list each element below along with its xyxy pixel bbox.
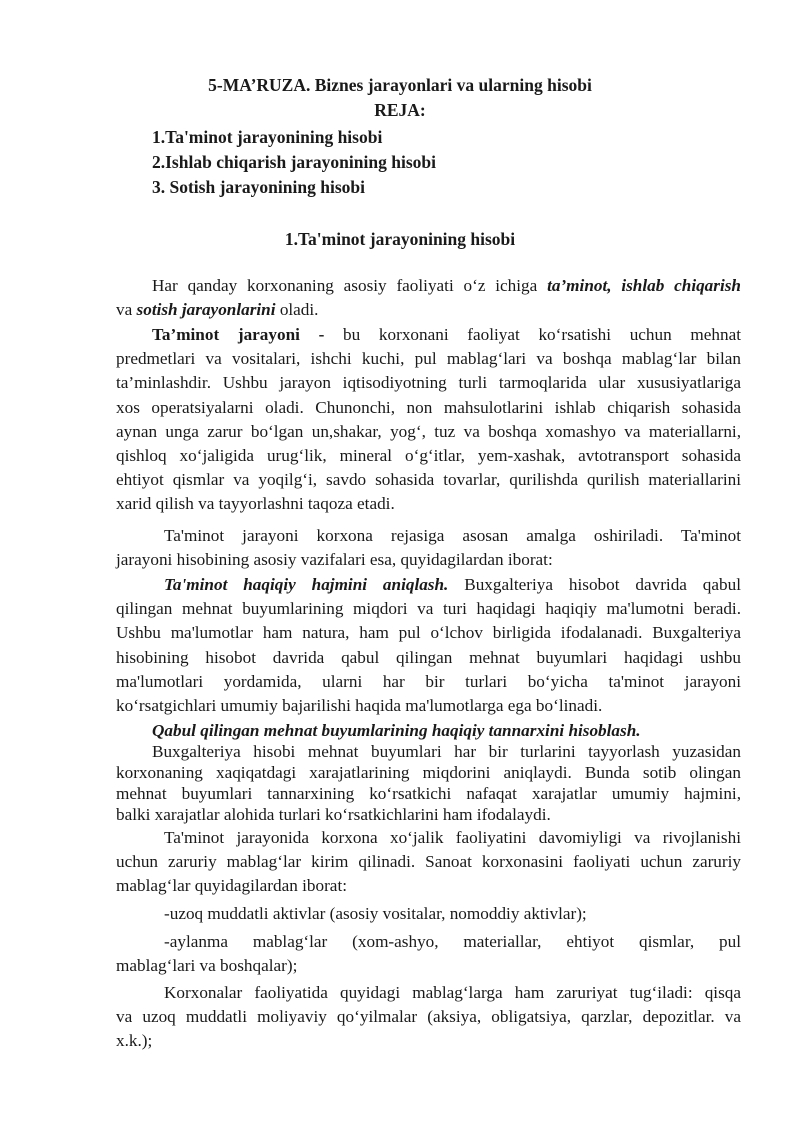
text-line: Ta’minot jarayoni - bu korxonani faoliyat ko‘rsatishi uchun mehnat <box>152 325 741 344</box>
text-line: x.k.); <box>116 1031 153 1051</box>
plan-item: 2.Ishlab chiqarish jarayonining hisobi <box>152 152 436 172</box>
text-line: ko‘rsatgichlari umumiy bajarilishi haqida ma'lumotlarga ega bo‘linadi. <box>116 695 603 715</box>
text-line: hisobining hisobot davrida qabul qilingan mehnat buyumlari haqidagi ushbu <box>116 647 741 667</box>
list-item: -aylanma mablag‘lar (xom-ashyo, materiallar, ehtiyot qismlar, pul <box>164 932 741 952</box>
text-line: predmetlari va vositalari, ishchi kuchi, pul mablag‘lari va boshqa mablag‘lar bilan <box>116 349 741 369</box>
paragraph-supply-definition <box>116 323 741 517</box>
plan-item: 3. Sotish jarayonining hisobi <box>152 177 365 197</box>
text-line: xos operatsiyalarni oladi. Chunonchi, non mahsulotlarini ishlab chiqarish sohasida <box>116 397 741 417</box>
text-line: Ushbu ma'lumotlar ham natura, ham pul o‘lchov birligida ifodalanadi. Buxgalteriya <box>116 623 741 643</box>
paragraph-cost <box>116 720 741 825</box>
paragraph-investments <box>116 981 741 1054</box>
paragraph-supply-plan <box>116 524 741 572</box>
text-line: ta’minlashdir. Ushbu jarayon iqtisodiyotning turli tarmoqlarida ular xususiyatlariga <box>116 373 741 393</box>
text-line: va sotish jarayonlarini oladi. <box>116 300 319 320</box>
bullet-list <box>116 902 741 979</box>
paragraph-volume <box>116 573 741 718</box>
paragraph-intro <box>116 274 741 322</box>
subheading: Qabul qilingan mehnat buyumlarining haqiqiy tannarxini hisoblash. <box>152 721 641 740</box>
text-line: mablag‘lar quyidagilardan iborat: <box>116 876 347 896</box>
lecture-title: 5-MA’RUZA. Biznes jarayonlari va ularning hisobi <box>208 75 592 95</box>
text-line: mehnat buyumlari tannarxining ko‘rsatkichi nafaqat xarajatlar umumiy hajmini, <box>116 784 741 803</box>
section-heading: 1.Ta'minot jarayonining hisobi <box>284 229 516 249</box>
text-line: aynan unga zarur bo‘lgan un,shakar, yog‘, tuz va boshqa xomashyo va materiallarni, <box>116 421 741 441</box>
text-line: mablag‘lari va boshqalar); <box>116 956 298 976</box>
text-line: Ta'minot jarayonida korxona xo‘jalik faoliyatini davomiyligi va rivojlanishi <box>164 828 741 847</box>
text-line: va uzoq muddatli moliyaviy qo‘yilmalar (aksiya, obligatsiya, qarzlar, depozitlar. va <box>116 1007 741 1027</box>
text-line: qilingan mehnat buyumlarining miqdori va turi haqidagi haqiqiy ma'lumotni beradi. <box>116 599 741 619</box>
paragraph-resources <box>116 826 741 899</box>
text-line: balki xarajatlar alohida turlari ko‘rsatkichlarini ham ifodalaydi. <box>116 805 551 824</box>
text-line: Ta'minot jarayoni korxona rejasiga asosan amalga oshiriladi. Ta'minot <box>164 526 741 545</box>
plan-heading: REJA: <box>374 100 426 120</box>
list-item: -uzoq muddatli aktivlar (asosiy vositalar, nomoddiy aktivlar); <box>164 904 587 923</box>
text-line: Ta'minot haqiqiy hajmini aniqlash. Buxgalteriya hisobot davrida qabul <box>164 575 741 594</box>
text-line: ehtiyot qismlar va yoqilg‘i, savdo sohasida tovarlar, qurilishda qurilish materiallarini <box>116 470 741 490</box>
text-line: Har qanday korxonaning asosiy faoliyati o‘z ichiga ta’minot, ishlab chiqarish <box>152 276 741 295</box>
text-line: uchun zaruriy mablag‘lar kirim qilinadi. Sanoat korxonasini faoliyati uchun zaruriy <box>116 852 741 872</box>
text-line: korxonaning xaqiqatdagi xarajatlarining miqdorini aniqlaydi. Bunda sotib olingan <box>116 763 741 782</box>
text-line: xarid qilish va tayyorlashni taqoza etadi. <box>116 494 395 514</box>
plan-item: 1.Ta'minot jarayonining hisobi <box>152 127 383 147</box>
text-line: jarayoni hisobining asosiy vazifalari esa, quyidagilardan iborat: <box>116 550 553 570</box>
text-line: ma'lumotlari yordamida, ularni har bir turlari bo‘yicha ta'minot jarayoni <box>116 671 741 691</box>
text-line: qishloq xo‘jaligida urug‘lik, mineral o‘g‘itlar, yem-xashak, avtotransport sohasida <box>116 445 741 465</box>
text-line: Buxgalteriya hisobi mehnat buyumlari har bir turlarini tayyorlash yuzasidan <box>152 742 741 761</box>
text-line: Korxonalar faoliyatida quyidagi mablag‘larga ham zaruriyat tug‘iladi: qisqa <box>164 983 741 1002</box>
